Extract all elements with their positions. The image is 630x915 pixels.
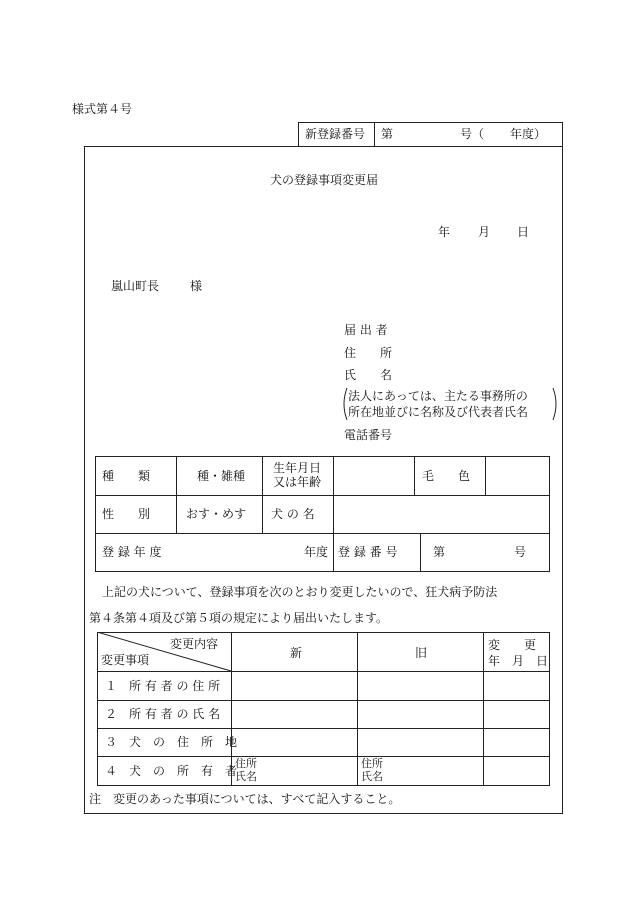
- table-row: １ 所 有 者 の 住 所: [105, 679, 221, 693]
- reg-year-suffix: 年度: [304, 545, 329, 559]
- reg-num-label: 登 録 番 号: [338, 545, 398, 559]
- new-owner-address-label: 住所: [235, 757, 257, 770]
- applicant-name-label: 氏 名: [344, 368, 393, 382]
- applicant-address-label: 住 所: [344, 346, 393, 360]
- color-label: 毛 色: [422, 469, 471, 483]
- header-change-date-1: 変 更: [488, 638, 537, 652]
- recipient-name: 嵐山町長: [111, 279, 160, 293]
- applicant-phone-label: 電話番号: [344, 428, 393, 442]
- old-owner-name-label: 氏名: [361, 770, 383, 783]
- header-change-date-2: 年 月 日: [488, 654, 549, 668]
- birth-label-1: 生年月日: [273, 461, 322, 475]
- table-row: ３ 犬 の 住 所 地: [105, 735, 238, 749]
- form-number: 様式第４号: [72, 102, 133, 116]
- header-new: 新: [290, 646, 303, 660]
- breed-label: 種・雑種: [197, 469, 246, 483]
- table-row: ４ 犬 の 所 有 者: [105, 764, 238, 778]
- kind-label: 種 類: [102, 469, 151, 483]
- old-owner-address-label: 住所: [361, 757, 383, 770]
- footnote: 注 変更のあった事項については、すべて記入すること。: [89, 792, 401, 806]
- corporate-note-line1: 法人にあっては、主たる事務所の: [348, 389, 528, 403]
- sex-label: 性 別: [102, 507, 151, 521]
- date-day: 日: [517, 225, 530, 239]
- new-owner-name-label: 氏名: [235, 770, 257, 783]
- form-title: 犬の登録事項変更届: [270, 173, 379, 187]
- reg-num-suffix: 号: [514, 545, 527, 559]
- date-year: 年: [438, 225, 451, 239]
- applicant-label: 届 出 者: [344, 323, 388, 337]
- statement-line1: 上記の犬について、登録事項を次のとおり変更したいので、狂犬病予防法: [102, 585, 498, 599]
- header-change-item: 変更事項: [101, 653, 150, 667]
- dog-name-label: 犬 の 名: [271, 507, 315, 521]
- birth-label-2: 又は年齢: [273, 475, 322, 489]
- date-month: 月: [478, 225, 491, 239]
- header-box-number: 号（: [460, 127, 485, 141]
- reg-num-prefix: 第: [433, 545, 446, 559]
- statement-line2: 第４条第４項及び第５項の規定により届出いたします。: [89, 611, 389, 625]
- sex-value: おす・めす: [186, 507, 247, 521]
- reg-year-label: 登 録 年 度: [102, 545, 162, 559]
- table-row: ２ 所 有 者 の 氏 名: [105, 707, 221, 721]
- header-box-label: 新登録番号: [305, 127, 366, 141]
- recipient-honorific: 様: [190, 279, 203, 293]
- header-box-prefix: 第: [381, 127, 394, 141]
- header-change-content: 変更内容: [170, 637, 219, 651]
- header-old: 旧: [415, 646, 428, 660]
- header-box-year: 年度）: [510, 127, 547, 141]
- corporate-note-line2: 所在地並びに名称及び代表者氏名: [348, 405, 529, 419]
